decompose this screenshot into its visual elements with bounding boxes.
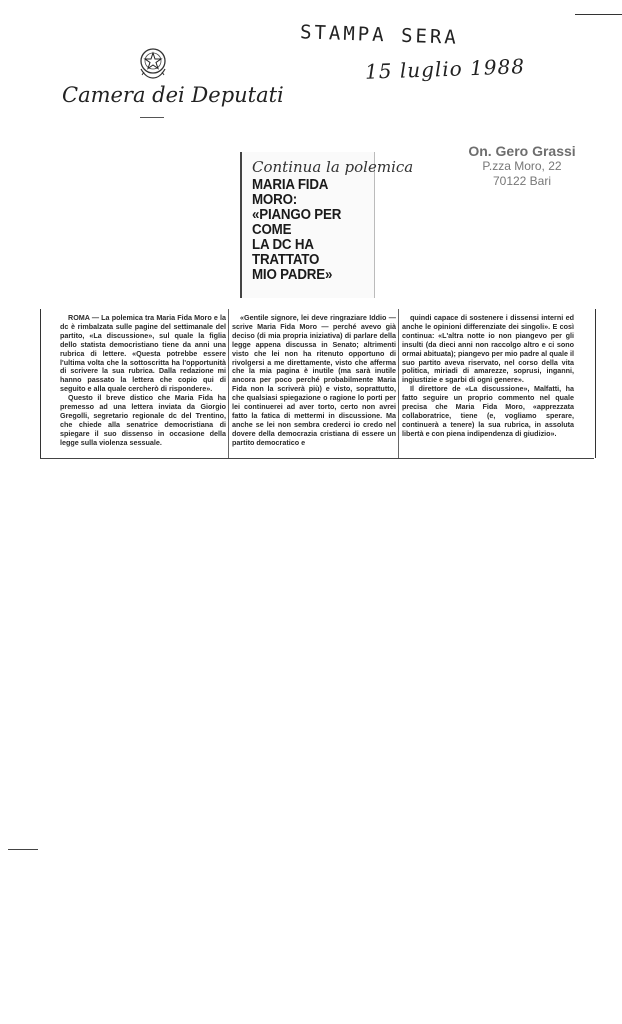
letterhead-divider bbox=[140, 117, 164, 118]
article-paragraph: ROMA — La polemica tra Maria Fida Moro e la dc è rimbalzata sulle pagine del settimanale del partito, «La discussione», sul quale la figlia dello statista democristiano tiene da anni una rubrica di lettere. «Questa potrebbe essere l'ultima volta che la sottoscritta ha l'opportunità di scrivere la sua rubrica. Dalla redazione mi hanno passato la lettera che copio qui di seguito e alla quale cercherò di rispondere». bbox=[60, 313, 226, 394]
headline-line: MARIA FIDA MORO: bbox=[252, 177, 328, 208]
headline-line: MIO PADRE» bbox=[252, 267, 333, 283]
handwritten-date: 15 luglio 1988 bbox=[364, 54, 526, 84]
margin-mark bbox=[8, 849, 38, 850]
article-column-3 bbox=[402, 314, 574, 439]
address-name: On. Gero Grassi bbox=[468, 143, 576, 159]
top-edge-rule bbox=[575, 14, 622, 15]
article-column-2 bbox=[232, 314, 396, 448]
address-street: P.zza Moro, 22 bbox=[482, 159, 562, 173]
clipping-bottom-rule bbox=[40, 458, 594, 459]
handwritten-source: STAMPA SERA bbox=[299, 21, 460, 49]
letterhead-institution: Camera dei Deputati bbox=[62, 83, 284, 107]
column-divider bbox=[398, 309, 399, 458]
article-paragraph: «Gentile signore, lei deve ringraziare Iddio — scrive Maria Fida Moro — perché avevo già deciso (di mia propria iniziativa) di parlare della legge appena discussa in Senato; altrimenti visto che lei non ha ritenuto opportuno di rivolgersi a me direttamente, visto che afferma che la mia pagina è inutile (ma sarà inutile ancora per poco perché probabilmente Maria Fida non la scriverà più) e visto, soprattutto, che qualsiasi spiegazione o ragione lo porti per lei continuerei ad aver torto, certo non avrei fatto la fatica di mettermi in discussione. Ma anche se lei non sembra crederci io credo nel dovere della democrazia cristiana di essere un partito democratico e bbox=[232, 313, 396, 447]
article-headline bbox=[252, 178, 361, 283]
address-stamp bbox=[452, 143, 592, 189]
article-column-1 bbox=[60, 314, 226, 448]
headline-line: LA DC HA TRATTATO bbox=[252, 237, 320, 268]
article-paragraph: Il direttore de «La discussione», Malfatti, ha fatto seguire un proprio commento nel quale precisa che Maria Fida Moro, «apprezzata collaboratrice, tiene (e, vogliamo sperare, continuerà a tenere) la sua rubrica, in assoluta libertà e con piena indipendenza di giudizio». bbox=[402, 384, 574, 438]
address-city: 70122 Bari bbox=[492, 174, 552, 188]
column-divider bbox=[228, 309, 229, 458]
article-paragraph: Questo il breve distico che Maria Fida ha premesso ad una lettera inviata da Giorgio Gregolli, segretario regionale dc del Trentino, che chiede alla senatrice democristiana di spiegare il suo dissenso in occasione della legge sulla violenza sessuale. bbox=[60, 393, 226, 447]
article-kicker: Continua la polemica bbox=[252, 158, 414, 176]
italian-republic-emblem-icon bbox=[136, 45, 170, 81]
headline-line: «PIANGO PER COME bbox=[252, 207, 342, 238]
article-paragraph: quindi capace di sostenere i dissensi interni ed anche le opinioni differenziate dei singoli». E così continua: «L'altra notte io non piangevo per gli insulti (da dieci anni non raccolgo altro e ci sono ormai abituata); piangevo per mio padre al quale il suo partito aveva riservato, nel corso della vita politica, miriadi di amarezze, soprusi, inganni, ingiustizie e sgarbi di ogni genere». bbox=[402, 313, 574, 385]
